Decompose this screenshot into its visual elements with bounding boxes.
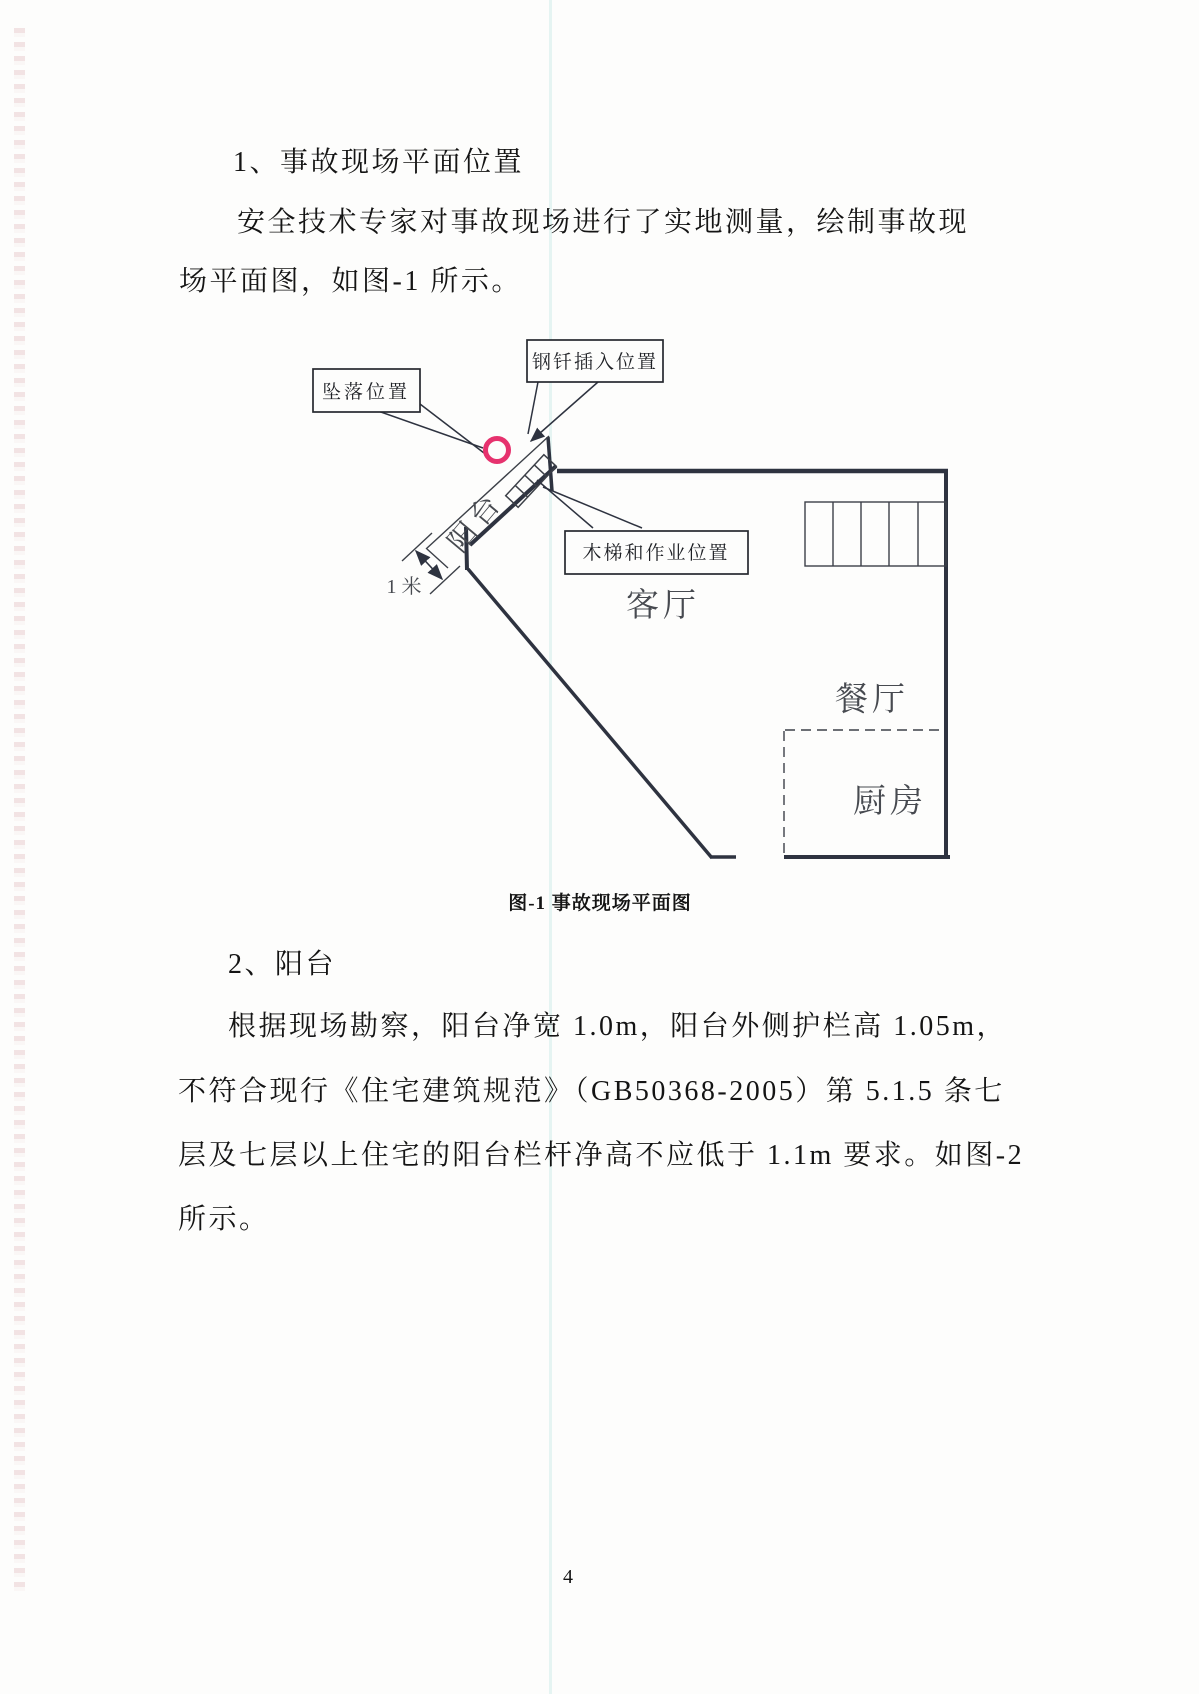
room-label-balcony: 阳台 (442, 486, 511, 559)
drill-leader-line-2 (531, 382, 598, 441)
room-label-dining-room: 餐厅 (835, 682, 909, 718)
section1-heading: 1、事故现场平面位置 (233, 147, 525, 178)
paragraph2-line4: 所示。 (178, 1204, 270, 1235)
paragraph2-line1: 根据现场勘察，阳台净宽 1.0m，阳台外侧护栏高 1.05m， (228, 1011, 1008, 1042)
paragraph2-line3: 层及七层以上住宅的阳台栏杆净高不应低于 1.1m 要求。如图-2 (178, 1140, 1025, 1171)
cabinet-dividers (833, 502, 918, 566)
drill-position-label: 钢钎插入位置 (531, 352, 659, 373)
dimension-double-arrow (416, 551, 442, 579)
section2-heading: 2、阳台 (228, 949, 337, 980)
paragraph2-line2: 不符合现行《住宅建筑规范》（GB50368-2005）第 5.1.5 条七 (178, 1076, 1005, 1107)
paragraph1-line2: 场平面图，如图-1 所示。 (179, 266, 522, 297)
ladder-position-label: 木梯和作业位置 (582, 543, 730, 564)
fall-position-label: 坠落位置 (321, 382, 411, 403)
ladder-leader-line-2 (543, 487, 642, 528)
dimension-label: 1 米 (386, 576, 422, 598)
page-number: 4 (563, 1566, 573, 1588)
accident-floor-plan-figure (300, 330, 965, 865)
paragraph1-line1: 安全技术专家对事故现场进行了实地测量，绘制事故现 (237, 207, 970, 238)
cabinet-outline (805, 502, 946, 566)
drill-leader-line-1 (528, 382, 538, 434)
room-label-kitchen: 厨房 (853, 784, 927, 820)
balcony-door-jamb (548, 437, 552, 491)
fall-leader-line-1 (378, 411, 483, 448)
figure-caption: 图-1 事故现场平面图 (508, 893, 692, 914)
left-edge-scan-noise (14, 28, 25, 1594)
fall-position-marker (486, 439, 509, 462)
room-label-living-room: 客厅 (626, 588, 700, 624)
